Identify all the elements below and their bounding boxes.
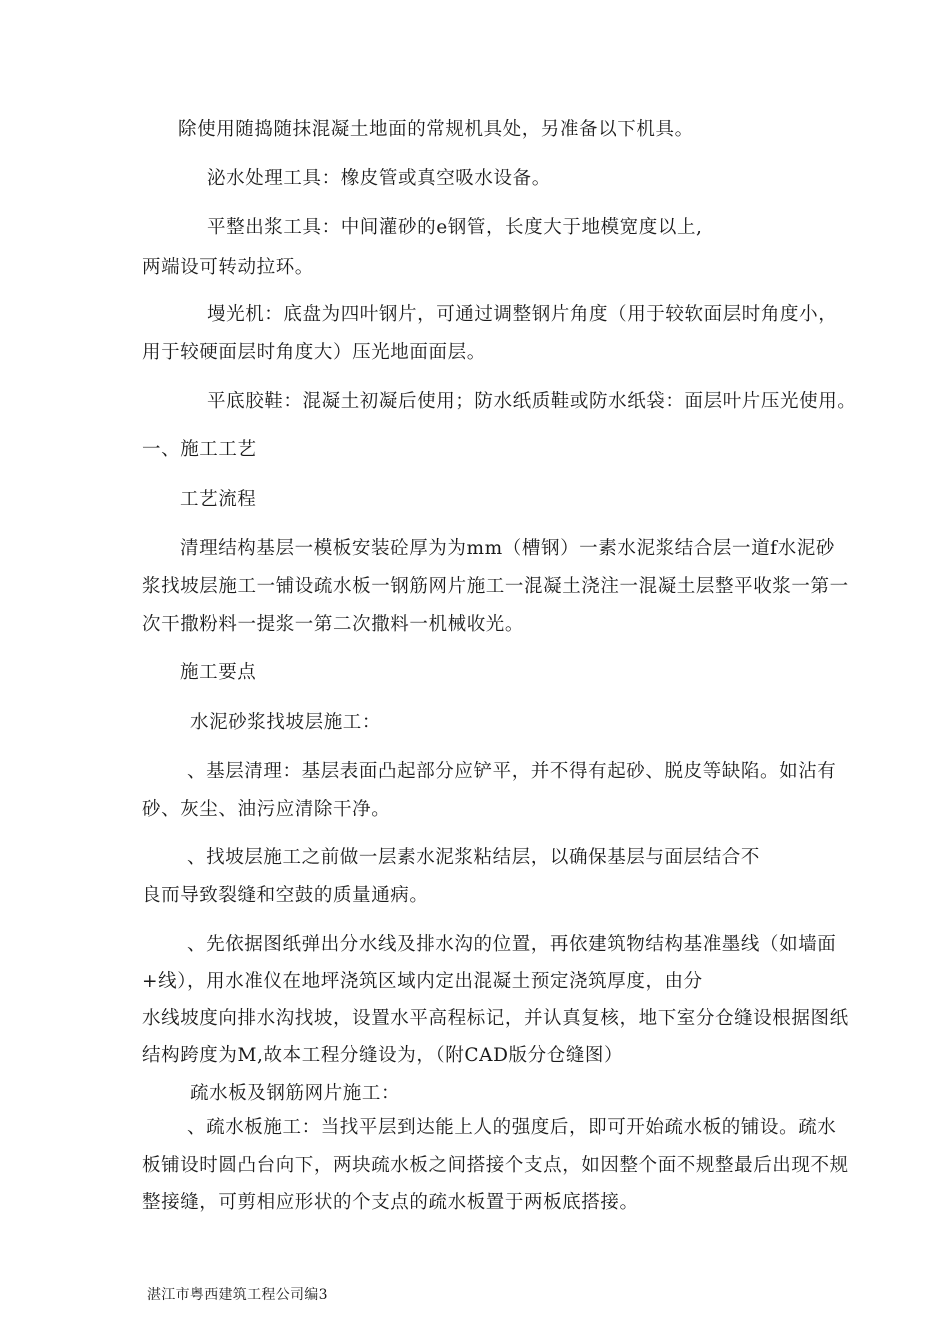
paragraph-line: 清理结构基层一模板安装砼厚为为mm（槽钢）一素水泥浆结合层一道f水泥砂 — [180, 538, 835, 559]
paragraph-line: +线），用水准仪在地坪浇筑区域内定出混凝土预定浇筑厚度，由分 — [142, 971, 703, 992]
paragraph-line: 整接缝，可剪相应形状的个支点的疏水板置于两板底搭接。 — [142, 1192, 639, 1213]
section-heading: 一、施工工艺 — [142, 439, 257, 460]
paragraph-line: 平底胶鞋：混凝土初凝后使用；防水纸质鞋或防水纸袋：面层叶片压光使用。 — [207, 391, 857, 412]
paragraph-line: 、基层清理：基层表面凸起部分应铲平，并不得有起砂、脱皮等缺陷。如沾有 — [187, 761, 837, 782]
paragraph-line: 良而导致裂缝和空鼓的质量通病。 — [142, 885, 429, 906]
subsection-heading: 施工要点 — [180, 662, 257, 683]
paragraph-line: 板铺设时圆凸台向下，两块疏水板之间搭接个支点，如因整个面不规整最后出现不规 — [142, 1155, 849, 1176]
paragraph-line: 泌水处理工具：橡皮管或真空吸水设备。 — [207, 168, 551, 189]
paragraph-line: 次干撒粉料一提浆一第二次撒料一机械收光。 — [142, 614, 525, 635]
paragraph-line: 浆找坡层施工一铺设疏水板一钢筋网片施工一混凝土浇注一混凝土层整平收浆一第一 — [142, 576, 849, 597]
paragraph-line: 结构跨度为M,故本工程分缝设为，（附CAD版分仓缝图） — [142, 1045, 624, 1066]
paragraph-line: 墁光机：底盘为四叶钢片，可通过调整钢片角度（用于较软面层时角度小， — [207, 304, 838, 325]
paragraph-line: 两端设可转动拉环。 — [142, 257, 314, 278]
subsection-heading: 疏水板及钢筋网片施工： — [190, 1083, 401, 1104]
paragraph-line: 、疏水板施工：当找平层到达能上人的强度后，即可开始疏水板的铺设。疏水 — [187, 1117, 837, 1138]
paragraph-line: 、先依据图纸弹出分水线及排水沟的位置，再依建筑物结构基准墨线（如墙面 — [187, 934, 837, 955]
subsection-heading: 水泥砂浆找坡层施工： — [190, 712, 382, 733]
paragraph-line: 、找坡层施工之前做一层素水泥浆粘结层，以确保基层与面层结合不 — [187, 847, 761, 868]
paragraph-line: 平整出浆工具：中间灌砂的e钢管，长度大于地模宽度以上, — [207, 217, 703, 238]
paragraph-line: 用于较硬面层时角度大）压光地面面层。 — [142, 342, 486, 363]
subsection-heading: 工艺流程 — [180, 489, 257, 510]
paragraph-line: 水线坡度向排水沟找坡，设置水平高程标记，并认真复核，地下室分仓缝设根据图纸 — [142, 1008, 849, 1029]
page-footer: 湛江市粤西建筑工程公司编3 — [147, 1287, 328, 1303]
paragraph-line: 除使用随捣随抹混凝土地面的常规机具处，另准备以下机具。 — [178, 119, 694, 140]
paragraph-line: 砂、灰尘、油污应清除干净。 — [142, 799, 391, 820]
